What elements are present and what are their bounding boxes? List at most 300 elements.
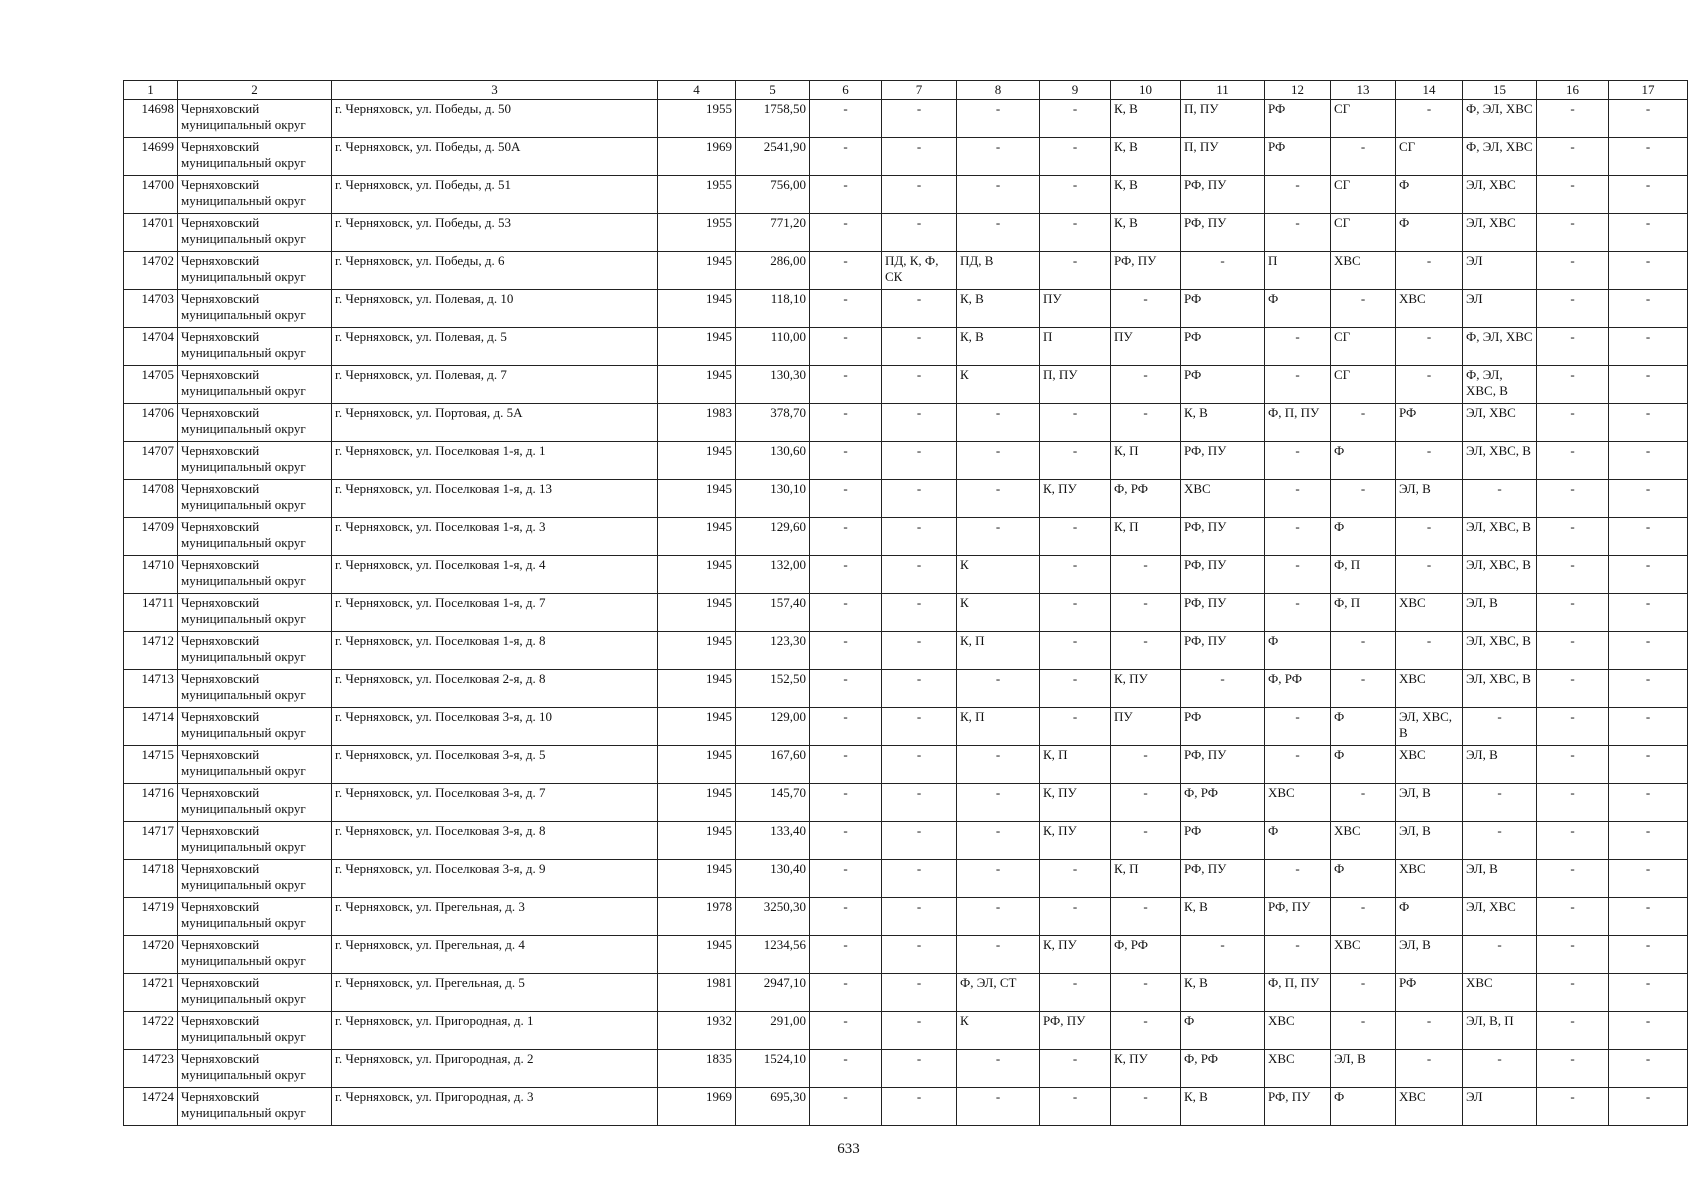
table-cell-col-17: -	[1609, 328, 1688, 366]
table-cell-col-4: 1835	[658, 1050, 736, 1088]
table-cell-col-1: 14722	[124, 1012, 178, 1050]
table-cell-col-2: Черняховский муниципальный округ	[178, 594, 332, 632]
table-cell-col-8: -	[957, 670, 1040, 708]
column-header-13: 13	[1331, 81, 1396, 100]
table-cell-col-3: г. Черняховск, ул. Поселковая 1-я, д. 3	[332, 518, 658, 556]
table-cell-col-7: -	[882, 290, 957, 328]
table-cell-col-5: 123,30	[736, 632, 810, 670]
table-cell-col-1: 14713	[124, 670, 178, 708]
table-cell-col-7: -	[882, 442, 957, 480]
table-cell-col-11: Ф, РФ	[1181, 1050, 1265, 1088]
table-cell-col-6: -	[810, 822, 882, 860]
table-cell-col-6: -	[810, 252, 882, 290]
table-cell-col-17: -	[1609, 936, 1688, 974]
table-cell-col-16: -	[1537, 708, 1609, 746]
table-cell-col-13: СГ	[1331, 100, 1396, 138]
table-cell-col-11: -	[1181, 936, 1265, 974]
table-cell-col-3: г. Черняховск, ул. Поселковая 3-я, д. 5	[332, 746, 658, 784]
table-cell-col-1: 14712	[124, 632, 178, 670]
table-cell-col-7: -	[882, 556, 957, 594]
column-header-8: 8	[957, 81, 1040, 100]
table-cell-col-7: -	[882, 100, 957, 138]
table-cell-col-5: 695,30	[736, 1088, 810, 1126]
table-cell-col-5: 129,60	[736, 518, 810, 556]
table-cell-col-7: -	[882, 214, 957, 252]
column-header-16: 16	[1537, 81, 1609, 100]
page-number: 633	[837, 1141, 860, 1157]
table-cell-col-7: -	[882, 860, 957, 898]
table-cell-col-12: -	[1265, 594, 1331, 632]
table-cell-col-5: 157,40	[736, 594, 810, 632]
table-cell-col-16: -	[1537, 1012, 1609, 1050]
table-cell-col-15: -	[1463, 708, 1537, 746]
table-row	[124, 974, 1688, 1012]
table-cell-col-16: -	[1537, 442, 1609, 480]
table-cell-col-15: ЭЛ, ХВС, В	[1463, 670, 1537, 708]
table-cell-col-8: -	[957, 822, 1040, 860]
table-cell-col-4: 1945	[658, 480, 736, 518]
table-cell-col-8: Ф, ЭЛ, СТ	[957, 974, 1040, 1012]
table-cell-col-14: -	[1396, 442, 1463, 480]
table-cell-col-13: -	[1331, 632, 1396, 670]
table-cell-col-14: -	[1396, 632, 1463, 670]
table-cell-col-2: Черняховский муниципальный округ	[178, 442, 332, 480]
table-cell-col-3: г. Черняховск, ул. Полевая, д. 7	[332, 366, 658, 404]
table-cell-col-8: -	[957, 138, 1040, 176]
table-cell-col-4: 1945	[658, 594, 736, 632]
table-cell-col-7: -	[882, 936, 957, 974]
table-cell-col-1: 14706	[124, 404, 178, 442]
table-cell-col-3: г. Черняховск, ул. Пригородная, д. 1	[332, 1012, 658, 1050]
table-cell-col-1: 14716	[124, 784, 178, 822]
column-header-4: 4	[658, 81, 736, 100]
table-cell-col-3: г. Черняховск, ул. Полевая, д. 5	[332, 328, 658, 366]
table-cell-col-13: Ф, П	[1331, 556, 1396, 594]
table-cell-col-5: 1234,56	[736, 936, 810, 974]
table-cell-col-2: Черняховский муниципальный округ	[178, 784, 332, 822]
table-cell-col-1: 14701	[124, 214, 178, 252]
table-cell-col-11: РФ, ПУ	[1181, 442, 1265, 480]
table-cell-col-14: Ф	[1396, 214, 1463, 252]
table-cell-col-10: ПУ	[1111, 328, 1181, 366]
table-cell-col-5: 2947,10	[736, 974, 810, 1012]
table-cell-col-3: г. Черняховск, ул. Прегельная, д. 4	[332, 936, 658, 974]
table-cell-col-9: -	[1040, 594, 1111, 632]
table-cell-col-15: ЭЛ	[1463, 1088, 1537, 1126]
table-cell-col-10: Ф, РФ	[1111, 480, 1181, 518]
table-cell-col-12: РФ, ПУ	[1265, 1088, 1331, 1126]
table-cell-col-15: ЭЛ, В	[1463, 594, 1537, 632]
table-cell-col-15: Ф, ЭЛ, ХВС	[1463, 328, 1537, 366]
table-cell-col-7: -	[882, 822, 957, 860]
table-cell-col-13: ХВС	[1331, 822, 1396, 860]
table-cell-col-1: 14721	[124, 974, 178, 1012]
table-cell-col-7: -	[882, 708, 957, 746]
table-cell-col-9: К, ПУ	[1040, 480, 1111, 518]
table-cell-col-10: К, ПУ	[1111, 1050, 1181, 1088]
table-cell-col-12: -	[1265, 366, 1331, 404]
table-cell-col-13: -	[1331, 404, 1396, 442]
table-cell-col-4: 1945	[658, 632, 736, 670]
table-cell-col-3: г. Черняховск, ул. Прегельная, д. 3	[332, 898, 658, 936]
table-cell-col-1: 14710	[124, 556, 178, 594]
table-cell-col-9: -	[1040, 898, 1111, 936]
table-cell-col-9: -	[1040, 1088, 1111, 1126]
table-cell-col-16: -	[1537, 746, 1609, 784]
table-cell-col-7: ПД, К, Ф, СК	[882, 252, 957, 290]
table-cell-col-16: -	[1537, 670, 1609, 708]
table-row	[124, 290, 1688, 328]
table-cell-col-2: Черняховский муниципальный округ	[178, 632, 332, 670]
table-cell-col-12: РФ	[1265, 100, 1331, 138]
table-cell-col-10: -	[1111, 898, 1181, 936]
table-cell-col-17: -	[1609, 784, 1688, 822]
table-cell-col-12: -	[1265, 214, 1331, 252]
table-cell-col-5: 756,00	[736, 176, 810, 214]
table-cell-col-16: -	[1537, 366, 1609, 404]
table-cell-col-4: 1945	[658, 290, 736, 328]
table-cell-col-15: -	[1463, 822, 1537, 860]
table-cell-col-5: 771,20	[736, 214, 810, 252]
table-cell-col-16: -	[1537, 328, 1609, 366]
table-cell-col-2: Черняховский муниципальный округ	[178, 138, 332, 176]
table-cell-col-16: -	[1537, 556, 1609, 594]
table-cell-col-14: СГ	[1396, 138, 1463, 176]
table-cell-col-9: К, П	[1040, 746, 1111, 784]
table-cell-col-5: 291,00	[736, 1012, 810, 1050]
table-cell-col-12: -	[1265, 860, 1331, 898]
table-cell-col-9: -	[1040, 556, 1111, 594]
table-cell-col-11: РФ	[1181, 822, 1265, 860]
table-cell-col-2: Черняховский муниципальный округ	[178, 1088, 332, 1126]
table-cell-col-10: -	[1111, 290, 1181, 328]
table-cell-col-3: г. Черняховск, ул. Победы, д. 50	[332, 100, 658, 138]
table-cell-col-5: 1524,10	[736, 1050, 810, 1088]
table-cell-col-9: -	[1040, 404, 1111, 442]
table-cell-col-13: ХВС	[1331, 936, 1396, 974]
table-cell-col-8: -	[957, 1088, 1040, 1126]
table-cell-col-2: Черняховский муниципальный округ	[178, 366, 332, 404]
table-cell-col-10: -	[1111, 784, 1181, 822]
table-cell-col-15: ЭЛ, В	[1463, 746, 1537, 784]
table-cell-col-17: -	[1609, 176, 1688, 214]
column-header-5: 5	[736, 81, 810, 100]
table-cell-col-16: -	[1537, 784, 1609, 822]
table-cell-col-8: -	[957, 214, 1040, 252]
table-cell-col-1: 14702	[124, 252, 178, 290]
table-cell-col-15: Ф, ЭЛ, ХВС	[1463, 100, 1537, 138]
table-cell-col-9: П	[1040, 328, 1111, 366]
table-cell-col-15: ЭЛ, ХВС, В	[1463, 518, 1537, 556]
table-cell-col-3: г. Черняховск, ул. Поселковая 3-я, д. 7	[332, 784, 658, 822]
table-cell-col-5: 152,50	[736, 670, 810, 708]
table-cell-col-10: -	[1111, 632, 1181, 670]
table-cell-col-5: 133,40	[736, 822, 810, 860]
table-cell-col-2: Черняховский муниципальный округ	[178, 936, 332, 974]
table-cell-col-2: Черняховский муниципальный округ	[178, 176, 332, 214]
table-cell-col-5: 130,10	[736, 480, 810, 518]
table-cell-col-17: -	[1609, 100, 1688, 138]
table-cell-col-13: Ф	[1331, 746, 1396, 784]
table-cell-col-7: -	[882, 404, 957, 442]
table-cell-col-14: ХВС	[1396, 670, 1463, 708]
table-cell-col-6: -	[810, 480, 882, 518]
table-cell-col-17: -	[1609, 822, 1688, 860]
table-cell-col-1: 14698	[124, 100, 178, 138]
table-cell-col-10: К, П	[1111, 518, 1181, 556]
table-cell-col-12: ХВС	[1265, 1012, 1331, 1050]
table-cell-col-2: Черняховский муниципальный округ	[178, 518, 332, 556]
table-cell-col-9: -	[1040, 100, 1111, 138]
table-cell-col-3: г. Черняховск, ул. Поселковая 3-я, д. 8	[332, 822, 658, 860]
table-cell-col-3: г. Черняховск, ул. Портовая, д. 5А	[332, 404, 658, 442]
table-cell-col-11: РФ	[1181, 708, 1265, 746]
table-cell-col-6: -	[810, 784, 882, 822]
table-cell-col-12: ХВС	[1265, 1050, 1331, 1088]
table-cell-col-4: 1955	[658, 214, 736, 252]
table-cell-col-13: Ф	[1331, 860, 1396, 898]
table-cell-col-11: РФ	[1181, 366, 1265, 404]
table-cell-col-14: ЭЛ, ХВС, В	[1396, 708, 1463, 746]
table-cell-col-4: 1978	[658, 898, 736, 936]
table-cell-col-4: 1969	[658, 138, 736, 176]
table-cell-col-16: -	[1537, 518, 1609, 556]
table-cell-col-13: Ф	[1331, 442, 1396, 480]
table-cell-col-8: -	[957, 442, 1040, 480]
table-cell-col-7: -	[882, 1088, 957, 1126]
table-cell-col-16: -	[1537, 822, 1609, 860]
table-cell-col-14: ЭЛ, В	[1396, 822, 1463, 860]
table-cell-col-17: -	[1609, 898, 1688, 936]
column-header-11: 11	[1181, 81, 1265, 100]
table-cell-col-11: РФ, ПУ	[1181, 860, 1265, 898]
table-cell-col-12: Ф	[1265, 632, 1331, 670]
table-cell-col-15: Ф, ЭЛ, ХВС	[1463, 138, 1537, 176]
column-header-1: 1	[124, 81, 178, 100]
table-row	[124, 518, 1688, 556]
table-cell-col-1: 14708	[124, 480, 178, 518]
table-cell-col-4: 1981	[658, 974, 736, 1012]
table-cell-col-2: Черняховский муниципальный округ	[178, 214, 332, 252]
table-row	[124, 176, 1688, 214]
table-cell-col-13: СГ	[1331, 328, 1396, 366]
table-cell-col-14: ХВС	[1396, 746, 1463, 784]
table-row	[124, 100, 1688, 138]
table-cell-col-1: 14700	[124, 176, 178, 214]
table-row	[124, 746, 1688, 784]
table-cell-col-2: Черняховский муниципальный округ	[178, 974, 332, 1012]
table-cell-col-12: -	[1265, 936, 1331, 974]
table-cell-col-8: -	[957, 898, 1040, 936]
table-cell-col-9: -	[1040, 860, 1111, 898]
table-row	[124, 252, 1688, 290]
table-cell-col-10: -	[1111, 594, 1181, 632]
table-cell-col-10: К, В	[1111, 176, 1181, 214]
table-cell-col-4: 1945	[658, 936, 736, 974]
table-cell-col-10: К, В	[1111, 100, 1181, 138]
column-header-17: 17	[1609, 81, 1688, 100]
table-cell-col-16: -	[1537, 860, 1609, 898]
table-cell-col-6: -	[810, 594, 882, 632]
table-cell-col-8: -	[957, 860, 1040, 898]
table-cell-col-9: -	[1040, 1050, 1111, 1088]
table-cell-col-17: -	[1609, 404, 1688, 442]
table-cell-col-15: ЭЛ, ХВС	[1463, 898, 1537, 936]
table-row	[124, 632, 1688, 670]
table-cell-col-10: ПУ	[1111, 708, 1181, 746]
table-cell-col-8: К, В	[957, 290, 1040, 328]
table-cell-col-14: ЭЛ, В	[1396, 936, 1463, 974]
column-header-7: 7	[882, 81, 957, 100]
table-cell-col-8: -	[957, 746, 1040, 784]
table-cell-col-10: К, ПУ	[1111, 670, 1181, 708]
table-cell-col-10: -	[1111, 822, 1181, 860]
table-cell-col-13: СГ	[1331, 366, 1396, 404]
table-cell-col-11: РФ, ПУ	[1181, 176, 1265, 214]
table-cell-col-6: -	[810, 1050, 882, 1088]
table-cell-col-5: 129,00	[736, 708, 810, 746]
table-cell-col-1: 14720	[124, 936, 178, 974]
table-cell-col-9: -	[1040, 442, 1111, 480]
table-cell-col-11: ХВС	[1181, 480, 1265, 518]
table-cell-col-11: РФ	[1181, 328, 1265, 366]
table-cell-col-3: г. Черняховск, ул. Пригородная, д. 3	[332, 1088, 658, 1126]
table-cell-col-10: К, В	[1111, 138, 1181, 176]
table-cell-col-4: 1945	[658, 784, 736, 822]
table-cell-col-15: ЭЛ, ХВС, В	[1463, 556, 1537, 594]
table-cell-col-4: 1969	[658, 1088, 736, 1126]
table-cell-col-1: 14703	[124, 290, 178, 328]
register-table	[123, 80, 1688, 1126]
table-cell-col-12: -	[1265, 442, 1331, 480]
table-row	[124, 442, 1688, 480]
table-cell-col-16: -	[1537, 974, 1609, 1012]
table-cell-col-6: -	[810, 176, 882, 214]
table-cell-col-11: РФ	[1181, 290, 1265, 328]
table-cell-col-12: -	[1265, 480, 1331, 518]
table-cell-col-7: -	[882, 328, 957, 366]
table-cell-col-17: -	[1609, 974, 1688, 1012]
table-cell-col-12: -	[1265, 708, 1331, 746]
table-cell-col-10: К, П	[1111, 442, 1181, 480]
table-cell-col-1: 14704	[124, 328, 178, 366]
table-cell-col-11: Ф	[1181, 1012, 1265, 1050]
table-cell-col-8: К	[957, 556, 1040, 594]
table-cell-col-9: К, ПУ	[1040, 936, 1111, 974]
table-cell-col-15: -	[1463, 784, 1537, 822]
table-cell-col-7: -	[882, 1012, 957, 1050]
table-cell-col-4: 1945	[658, 442, 736, 480]
table-cell-col-5: 1758,50	[736, 100, 810, 138]
table-row	[124, 708, 1688, 746]
table-cell-col-2: Черняховский муниципальный округ	[178, 404, 332, 442]
table-cell-col-1: 14718	[124, 860, 178, 898]
table-cell-col-14: ХВС	[1396, 594, 1463, 632]
table-cell-col-6: -	[810, 708, 882, 746]
table-cell-col-8: -	[957, 784, 1040, 822]
table-cell-col-7: -	[882, 518, 957, 556]
table-cell-col-8: К	[957, 594, 1040, 632]
table-cell-col-2: Черняховский муниципальный округ	[178, 290, 332, 328]
table-row	[124, 594, 1688, 632]
table-cell-col-13: -	[1331, 974, 1396, 1012]
table-cell-col-6: -	[810, 214, 882, 252]
table-cell-col-17: -	[1609, 518, 1688, 556]
table-cell-col-8: К	[957, 1012, 1040, 1050]
table-row	[124, 1050, 1688, 1088]
table-cell-col-12: -	[1265, 328, 1331, 366]
table-cell-col-15: Ф, ЭЛ, ХВС, В	[1463, 366, 1537, 404]
table-cell-col-14: ЭЛ, В	[1396, 480, 1463, 518]
table-cell-col-5: 132,00	[736, 556, 810, 594]
table-row	[124, 480, 1688, 518]
table-cell-col-14: Ф	[1396, 898, 1463, 936]
table-cell-col-15: -	[1463, 936, 1537, 974]
table-cell-col-9: ПУ	[1040, 290, 1111, 328]
table-cell-col-6: -	[810, 518, 882, 556]
table-cell-col-15: ХВС	[1463, 974, 1537, 1012]
table-cell-col-11: РФ, ПУ	[1181, 746, 1265, 784]
table-row	[124, 1012, 1688, 1050]
table-cell-col-2: Черняховский муниципальный округ	[178, 708, 332, 746]
table-cell-col-7: -	[882, 670, 957, 708]
table-cell-col-16: -	[1537, 480, 1609, 518]
table-cell-col-10: Ф, РФ	[1111, 936, 1181, 974]
table-cell-col-13: -	[1331, 784, 1396, 822]
table-cell-col-7: -	[882, 594, 957, 632]
table-cell-col-6: -	[810, 936, 882, 974]
table-cell-col-4: 1945	[658, 746, 736, 784]
table-cell-col-16: -	[1537, 632, 1609, 670]
table-cell-col-13: СГ	[1331, 176, 1396, 214]
table-cell-col-10: -	[1111, 366, 1181, 404]
table-cell-col-5: 167,60	[736, 746, 810, 784]
table-cell-col-3: г. Черняховск, ул. Поселковая 1-я, д. 13	[332, 480, 658, 518]
table-cell-col-1: 14705	[124, 366, 178, 404]
table-cell-col-15: ЭЛ, ХВС	[1463, 404, 1537, 442]
table-cell-col-12: -	[1265, 556, 1331, 594]
table-cell-col-17: -	[1609, 252, 1688, 290]
table-cell-col-8: -	[957, 480, 1040, 518]
table-cell-col-3: г. Черняховск, ул. Поселковая 1-я, д. 7	[332, 594, 658, 632]
table-cell-col-1: 14724	[124, 1088, 178, 1126]
table-cell-col-2: Черняховский муниципальный округ	[178, 1050, 332, 1088]
table-cell-col-3: г. Черняховск, ул. Победы, д. 51	[332, 176, 658, 214]
table-cell-col-17: -	[1609, 1012, 1688, 1050]
table-cell-col-16: -	[1537, 404, 1609, 442]
table-cell-col-15: ЭЛ, ХВС	[1463, 176, 1537, 214]
table-cell-col-6: -	[810, 1088, 882, 1126]
table-cell-col-4: 1945	[658, 366, 736, 404]
table-cell-col-4: 1945	[658, 822, 736, 860]
table-cell-col-17: -	[1609, 1050, 1688, 1088]
table-cell-col-3: г. Черняховск, ул. Прегельная, д. 5	[332, 974, 658, 1012]
table-cell-col-2: Черняховский муниципальный округ	[178, 860, 332, 898]
table-row	[124, 898, 1688, 936]
table-cell-col-8: -	[957, 518, 1040, 556]
table-cell-col-14: -	[1396, 100, 1463, 138]
table-cell-col-5: 130,60	[736, 442, 810, 480]
table-cell-col-14: ХВС	[1396, 860, 1463, 898]
table-cell-col-16: -	[1537, 214, 1609, 252]
column-header-10: 10	[1111, 81, 1181, 100]
table-cell-col-1: 14711	[124, 594, 178, 632]
table-cell-col-4: 1955	[658, 176, 736, 214]
table-cell-col-5: 378,70	[736, 404, 810, 442]
table-cell-col-12: Ф, РФ	[1265, 670, 1331, 708]
table-cell-col-14: -	[1396, 366, 1463, 404]
column-header-2: 2	[178, 81, 332, 100]
